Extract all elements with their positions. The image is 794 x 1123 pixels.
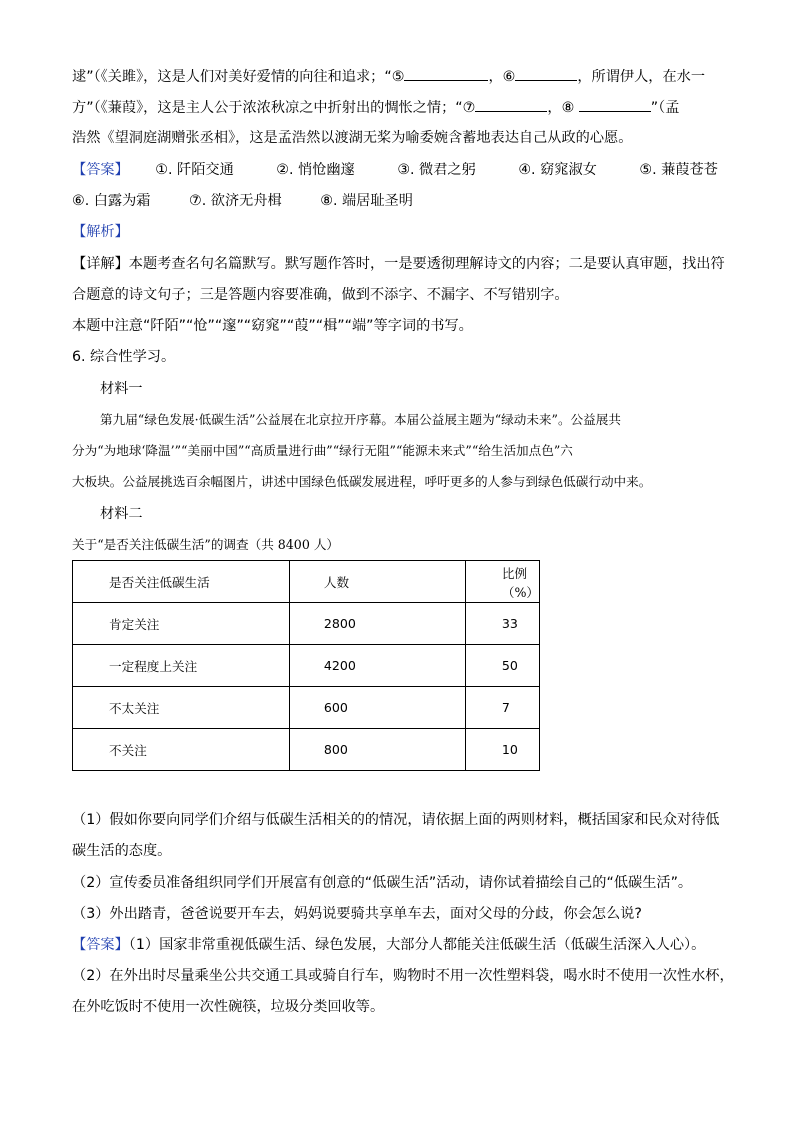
material-1-label: 材料一: [100, 381, 143, 397]
table-cell: 7: [465, 687, 539, 729]
answer-label: 【答案】: [72, 937, 129, 953]
fill-blank-8[interactable]: [579, 97, 651, 112]
survey-title: 关于“是否关注低碳生活”的调查（共 8400 人）: [72, 537, 340, 552]
fill-blank-7[interactable]: [475, 97, 547, 112]
survey-table: [72, 560, 540, 771]
answer-item: ③. 微君之躬: [397, 162, 476, 178]
poem-text: 方”（《蒹葭》，这是主人公于浓浓秋凉之中折射出的惆怅之情；“⑦: [72, 100, 476, 116]
table-cell: 10: [465, 729, 539, 771]
analysis-label: 【解析】: [72, 224, 129, 240]
table-cell: 50: [465, 645, 539, 687]
question-line: （1）假如你要向同学们介绍与低碳生活相关的的情况，请依据上面的两则材料，概括国家和民众对待低: [72, 812, 720, 828]
answer-6-line-1: [72, 935, 705, 955]
table-cell: 2800: [289, 603, 465, 645]
poem-line-3: 浩然《望洞庭湖赠张丞相》，这是孟浩然以渡湖无桨为喻委婉含蓄地表达自己从政的心愿。: [72, 130, 633, 146]
detail-line-2: 合题意的诗文句子；三是答题内容要准确，做到不添字、不漏字、不写错别字。: [72, 287, 569, 303]
table-cell: 不关注: [73, 729, 290, 771]
answer-item: ⑦. 欲济无舟楫: [189, 193, 282, 209]
question-line: 碳生活的态度。: [72, 843, 172, 859]
answer-row-2: [72, 191, 413, 211]
answer-6-line-2: （2）在外出时尽量乘坐公共交通工具或骑自行车，购物时不用一次性塑料袋，喝水时不使用一次性水杯，: [72, 968, 734, 984]
table-cell: 33: [465, 603, 539, 645]
answer-row-1: [72, 160, 718, 180]
table-cell: 4200: [289, 645, 465, 687]
poem-text: ”（孟: [650, 100, 680, 116]
answer-item: ⑧. 端居耻圣明: [320, 193, 413, 209]
poem-line-2: [72, 97, 679, 118]
table-header-row: [73, 561, 540, 603]
answer-item: ②. 悄怆幽邃: [276, 162, 355, 178]
material-2-label: 材料二: [100, 506, 143, 522]
answer-label: 【答案】: [72, 162, 129, 178]
table-row: [73, 645, 540, 687]
answer-item: ⑥. 白露为霜: [72, 193, 151, 209]
poem-line-1: [72, 66, 705, 87]
poem-text: 逑”（《关雎》，这是人们对美好爱情的向往和追求；“⑤: [72, 69, 405, 85]
fill-blank-5[interactable]: [404, 66, 488, 81]
material-1-line: 第九届“绿色发展·低碳生活”公益展在北京拉开序幕。本届公益展主题为“绿动未来”。公益展共: [100, 412, 621, 427]
table-header-cell: 人数: [289, 561, 465, 603]
poem-text: ，⑥: [488, 69, 516, 85]
fill-blank-6[interactable]: [515, 66, 577, 81]
detail-line-1: 【详解】本题考查名句名篇默写。默写题作答时，一是要透彻理解诗文的内容；二是要认真审题，找出符: [72, 256, 725, 272]
poem-text: ，⑧: [547, 100, 579, 116]
answer-text: （1）国家非常重视低碳生活、绿色发展，大部分人都能关注低碳生活（低碳生活深入人心）。: [128, 937, 706, 953]
answer-item: ④. 窈窕淑女: [518, 162, 597, 178]
detail-line-3: 本题中注意“阡陌”“怆”“邃”“窈窕”“葭”“楫”“端”等字词的书写。: [72, 318, 473, 334]
question-line: （3）外出踏青，爸爸说要开车去，妈妈说要骑共享单车去，面对父母的分歧，你会怎么说?: [72, 906, 642, 922]
question-6-title: 6. 综合性学习。: [72, 349, 176, 365]
poem-text: ，所谓伊人，在水一: [577, 69, 706, 85]
answer-item: ⑤. 蒹葭苍苍: [639, 162, 718, 178]
answer-item: ①. 阡陌交通: [155, 162, 234, 178]
question-line: （2）宣传委员准备组织同学们开展富有创意的“低碳生活”活动，请你试着描绘自己的“低碳生活”。: [72, 875, 693, 891]
table-header-cell: 是否关注低碳生活: [73, 561, 290, 603]
table-cell: 一定程度上关注: [73, 645, 290, 687]
material-1-line: 大板块。公益展挑选百余幅图片，讲述中国绿色低碳发展进程，呼吁更多的人参与到绿色低碳行动中来。: [72, 474, 652, 489]
table-row: [73, 729, 540, 771]
table-header-cell: 比例（%）: [465, 561, 539, 603]
table-cell: 不太关注: [73, 687, 290, 729]
table-cell: 800: [289, 729, 465, 771]
table-cell: 肯定关注: [73, 603, 290, 645]
table-cell: 600: [289, 687, 465, 729]
answer-6-line-3: 在外吃饭时不使用一次性碗筷，垃圾分类回收等。: [72, 999, 385, 1015]
material-1-line: 分为“为地球‘降温’”“美丽中国”“高质量进行曲”“绿行无阻”“能源未来式”“给生活加点色”六: [72, 443, 573, 458]
table-row: [73, 603, 540, 645]
table-row: [73, 687, 540, 729]
